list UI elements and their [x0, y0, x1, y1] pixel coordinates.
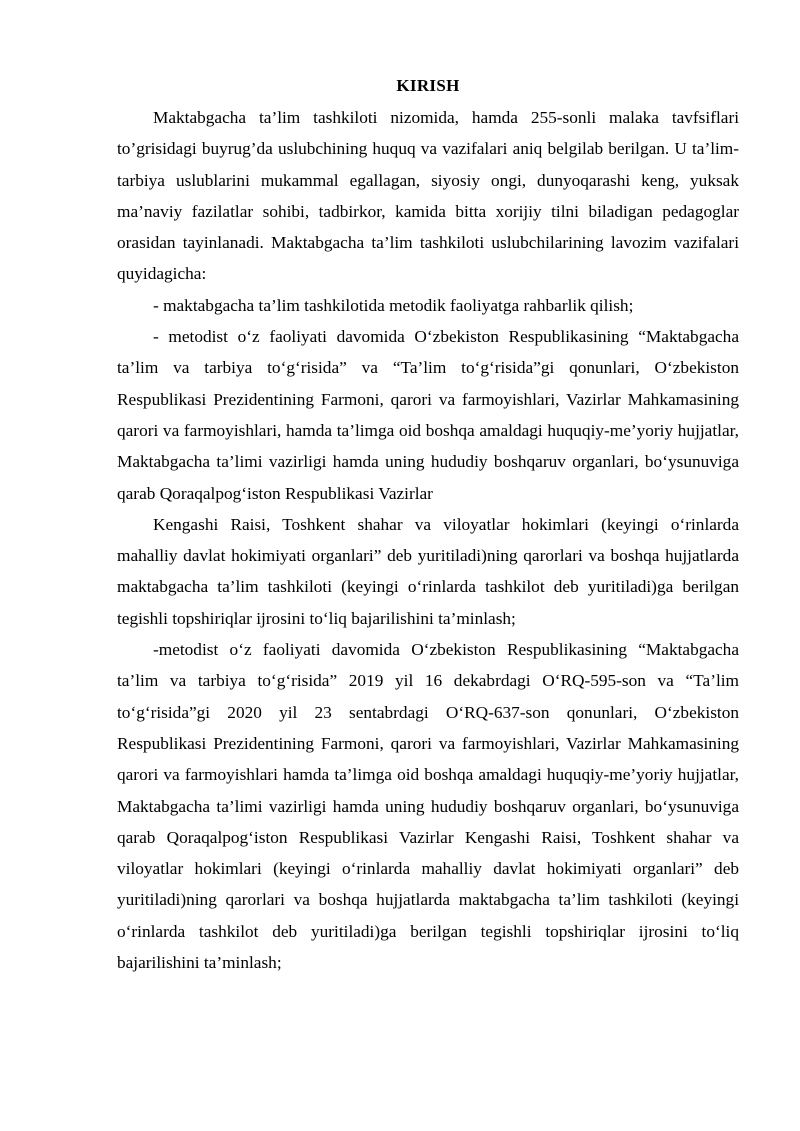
- duty-item-3: -metodist o‘z faoliyati davomida O‘zbekiston Respublikasining “Maktabgacha ta’lim va tarbiya to‘g‘risida” 2019 yil 16 dekabrdagi O‘RQ-595-son va “Ta’lim to‘g‘risida”gi 2020 yil 23 sentabrdagi O‘RQ-637-son qonunlari, O‘zbekiston Respublikasi Prezidentining Farmoni, qarori va farmoyishlari, Vazirlar Mahkamasining qarori va farmoyishlari hamda ta’limga oid boshqa amaldagi huquqiy-me’yoriy hujjatlar, Maktabgacha ta’limi vazirligi hamda uning hududiy boshqaruv organlari, bo‘ysunuviga qarab Qoraqalpog‘iston Respublikasi Vazirlar Kengashi Raisi, Toshkent shahar va viloyatlar hokimlari (keyingi o‘rinlarda mahalliy davlat hokimiyati organlari” deb yuritiladi)ning qarorlari va boshqa hujjatlarda maktabgacha ta’lim tashkiloti (keyingi o‘rinlarda tashkilot deb yuritiladi)ga berilgan tegishli topshiriqlar ijrosini to‘liq bajarilishini ta’minlash;: [117, 640, 739, 973]
- duty-item-2: - metodist o‘z faoliyati davomida O‘zbekiston Respublikasining “Maktabgacha ta’lim va tarbiya to‘g‘risida” va “Ta’lim to‘g‘risida”gi qonunlari, O‘zbekiston Respublikasi Prezidentining Farmoni, qarori va farmoyishlari, Vazirlar Mahkamasining qarori va farmoyishlari, hamda ta’limga oid boshqa amaldagi huquqiy-me’yoriy hujjatlar, Maktabgacha ta’limi vazirligi hamda uning hududiy boshqaruv organlari, bo‘ysunuviga qarab Qoraqalpog‘iston Respublikasi Vazirlar: [117, 327, 739, 503]
- intro-paragraph: Maktabgacha ta’lim tashkiloti nizomida, hamda 255-sonli malaka tavfsiflari to’grisidagi buyrug’da uslubchining huquq va vazifalari aniq belgilab berilgan. U ta’lim-tarbiya uslublarini mukammal egallagan, siyosiy ongi, dunyoqarashi keng, yuksak ma’naviy fazilatlar sohibi, tadbirkor, kamida bitta xorijiy tilni biladigan pedagoglar orasidan tayinlanadi. Maktabgacha ta’lim tashkiloti uslubchilarining lavozim vazifalari quyidagicha:: [117, 108, 739, 284]
- document-title: KIRISH: [396, 76, 460, 95]
- document-page: [117, 76, 739, 978]
- duty-item-1: - maktabgacha ta’lim tashkilotida metodik faoliyatga rahbarlik qilish;: [153, 295, 634, 315]
- duty-item-2-continuation: Kengashi Raisi, Toshkent shahar va viloyatlar hokimlari (keyingi o‘rinlarda mahalliy davlat hokimiyati organlari” deb yuritiladi)ning qarorlari va boshqa hujjatlarda maktabgacha ta’lim tashkiloti (keyingi o‘rinlarda tashkilot deb yuritiladi)ga berilgan tegishli topshiriqlar ijrosini to‘liq bajarilishini ta’minlash;: [117, 514, 739, 628]
